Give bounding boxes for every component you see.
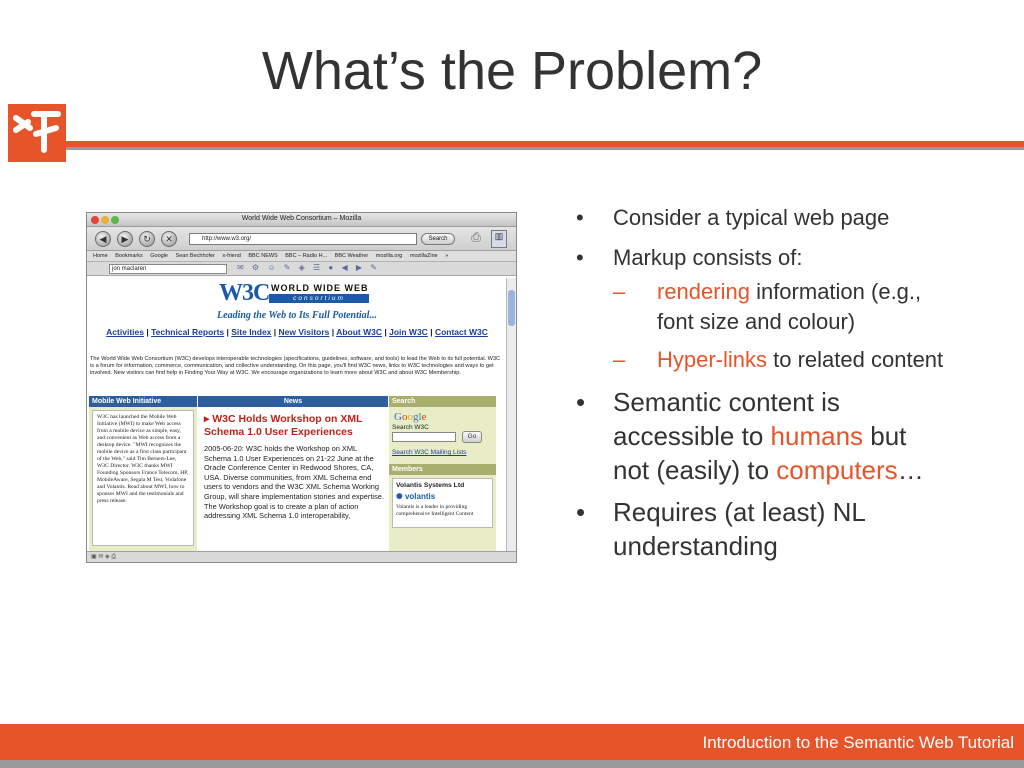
w3c-logo: W3C WORLD WIDE WEB consortium [219,280,369,306]
w3c-tagline: Leading the Web to Its Full Potential... [217,310,377,321]
nav-link-site-index[interactable]: Site Index [231,327,272,337]
mobile-web-heading: Mobile Web Initiative [89,396,197,407]
sub-bullet-list [613,277,948,375]
browser-status-bar: ▣ ✉ ◈ ⎙ [87,551,516,562]
web-page-content [87,278,507,551]
bookmark-item[interactable]: BBC Weather [334,253,369,259]
news-body: 2005-06-20: W3C holds the Workshop on XML Schema 1.0 User Experiences on 21-22 June at the Oracle Conference Center in Redwood Shores, CA, USA. Diverse communities, from XML Schema end users to vendors and the W3C XML Schema Working Group, will share implementation stories and expertise. The Workshop goal is to create a plan of action addressing XML Schema 1.0 interoperability, [204,444,384,521]
header-rule-gray [66,147,1024,150]
search-button[interactable]: Search [421,233,455,245]
search-row [392,432,496,444]
browser-screenshot [86,212,517,563]
news-headline: ▸ W3C Holds Workshop on XML Schema 1.0 User Experiences [204,413,363,438]
bookmarks-bar [87,251,516,262]
bookmark-item[interactable]: mozillaZine [409,253,438,259]
google-logo: Google [394,411,427,423]
mozilla-throbber-icon: ▥ [491,230,507,248]
bullet-item: • Requires (at least) NL understanding [576,495,948,563]
nav-link-activities[interactable]: Activities [106,327,144,337]
search-heading: Search [389,396,496,407]
browser-window-title: World Wide Web Consortium – Mozilla [241,215,362,222]
nav-link-technical-reports[interactable]: Technical Reports [151,327,225,337]
bookmark-item[interactable]: Bookmarks [115,253,143,259]
bullet-item: • Consider a typical web page [576,203,948,233]
nav-link-about-w3c[interactable]: About W3C [336,327,382,337]
bookmark-item[interactable]: Google [150,253,168,259]
tutorial-logo-icon [8,104,66,162]
bullet-list [576,203,948,571]
forward-icon[interactable]: ▶ [117,231,133,247]
footer-text: Introduction to the Semantic Web Tutorial [702,733,1014,752]
member-name: Volantis Systems Ltd [396,482,465,489]
volantis-logo-icon: ✺ volantis [396,492,436,501]
nav-link-contact-w3c[interactable]: Contact W3C [434,327,488,337]
url-bar[interactable]: http://www.w3.org/ [189,233,417,245]
news-column [198,396,388,551]
scrollbar-thumb[interactable] [508,290,515,326]
browser-titlebar [87,213,516,227]
bookmark-item[interactable]: x-friend [222,253,241,259]
member-description: Volantis is a leader in providing comprehensive Intelligent Content [396,504,474,517]
back-icon[interactable]: ◀ [95,231,111,247]
reload-icon[interactable]: ↻ [139,231,155,247]
print-icon[interactable]: ⎙ [471,230,481,244]
w3c-intro-text: The World Wide Web Consortium (W3C) develops interoperable technologies (specifications, guidelines, software, and tools) to lead the Web to its full potential. W3C is a forum for information, commerce, communication, and collective understanding. On this page, you'll find W3C news, links to W3C technologies and ways to get involved. New visitors can find help in Finding Your Way at W3C. We encourage organizations to learn more about W3C and about W3C Membership. [90,356,501,376]
news-heading: News [198,396,388,407]
bookmark-item[interactable]: BBC – Radio H... [285,253,328,259]
bookmarks-overflow[interactable]: » [445,253,449,259]
bullet-item: • Markup consists of: – rendering information (e.g., font size and colour) – Hyper-links to related content [576,243,948,375]
search-column [389,396,496,551]
w3c-search-input[interactable] [392,432,456,442]
bullet-item: • Semantic content is accessible to humans but not (easily) to computers… [576,385,948,487]
members-heading: Members [389,464,496,475]
w3c-nav-links: Activities | Technical Reports | Site Index | New Visitors | About W3C | Join W3C | Contact W3C [106,327,488,337]
go-button[interactable]: Go [462,431,482,443]
bookmark-item[interactable]: Home [93,253,108,259]
sub-bullet-item: – Hyper-links to related content [613,345,948,375]
mobile-web-column [89,396,197,551]
sub-bullet-item: – rendering information (e.g., font size and colour) [613,277,948,337]
browser-scrollbar[interactable] [506,278,516,551]
nav-link-new-visitors[interactable]: New Visitors [278,327,330,337]
footer-gray-strip [0,760,1024,768]
mobile-web-body: W3C has launched the Mobile Web Initiative (MWI) to make Web access from a mobile device as simple, easy, and convenient as Web access from a desktop device. "MWI recognizes the mobile device as a first class participant of the Web," said Tim Berners-Lee, W3C Director. W3C thanks MWI Founding Sponsors France Telecom, HP, MobileAware, Segala M Test, Vodafone and Volantis. Read about MWI, how to sponsor MWI and the testimonials and press release. [92,410,194,546]
mailing-lists-link[interactable]: Search W3C Mailing Lists [392,449,467,456]
bookmark-item[interactable]: mozilla.org [375,253,403,259]
stop-icon[interactable]: ✕ [161,231,177,247]
nav-link-join-w3c[interactable]: Join W3C [389,327,428,337]
bookmark-item[interactable]: BBC NEWS [248,253,278,259]
secondary-toolbar [87,262,516,276]
toolbar-search-field[interactable]: jon maclaren [109,264,227,274]
member-box [392,478,493,528]
browser-toolbar [87,227,516,251]
toolbar-icon-strip[interactable]: ✉ ⚙ ☺ ✎ ◈ ☰ ● ◀ ▶ ✎ [237,263,380,272]
footer-bar [0,724,1024,760]
slide-title: What’s the Problem? [261,41,763,101]
bookmark-item[interactable]: Sean Bechhofer [175,253,215,259]
search-w3c-label: Search W3C [392,424,429,431]
